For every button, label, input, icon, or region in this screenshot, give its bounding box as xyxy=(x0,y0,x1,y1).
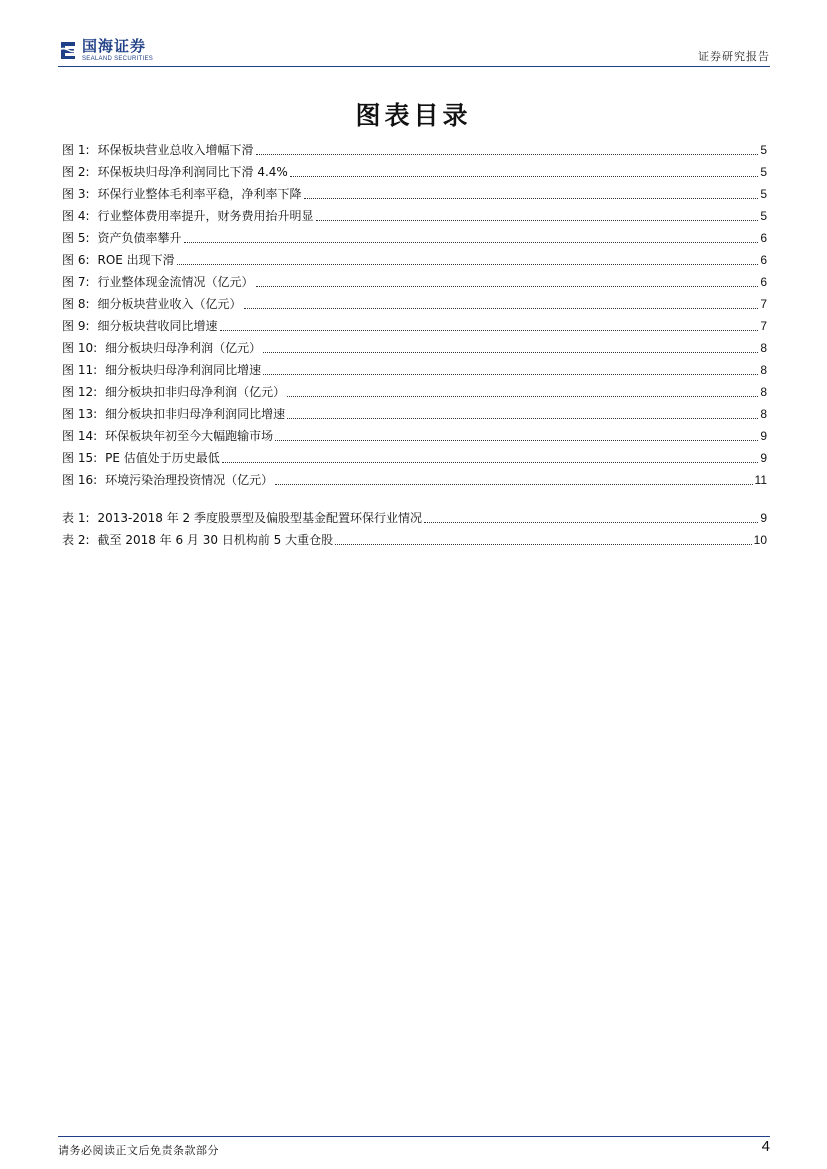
entry-page-number: 8 xyxy=(760,341,767,355)
entry-label: 图 15: xyxy=(62,451,98,465)
toc-entry[interactable] xyxy=(62,139,767,161)
toc-entry[interactable] xyxy=(62,469,767,491)
entry-title: 环保行业整体毛利率平稳，净利率下降 xyxy=(97,187,302,201)
entry-page-number: 8 xyxy=(760,407,767,421)
entry-title: 细分板块归母净利润同比增速 xyxy=(105,363,262,377)
entry-label: 图 9: xyxy=(62,319,90,333)
entry-title: 2013-2018 年 2 季度股票型及偏股型基金配置环保行业情况 xyxy=(97,511,422,525)
toc-entry[interactable] xyxy=(62,529,767,551)
entry-label: 图 3: xyxy=(62,187,90,201)
dot-leader xyxy=(275,439,758,441)
entry-page-number: 9 xyxy=(760,429,767,443)
toc-entry[interactable] xyxy=(62,447,767,469)
entry-title: 环境污染治理投资情况（亿元） xyxy=(105,473,274,487)
entry-title: 环保板块年初至今大幅跑输市场 xyxy=(105,429,274,443)
dot-leader xyxy=(304,197,759,199)
entry-page-number: 9 xyxy=(760,511,767,525)
entry-page-number: 6 xyxy=(760,231,767,245)
entry-title: 细分板块扣非归母净利润同比增速 xyxy=(105,407,286,421)
brand-name-en: SEALAND SECURITIES xyxy=(82,55,154,62)
dot-leader xyxy=(184,241,759,243)
entry-title: 行业整体现金流情况（亿元） xyxy=(97,275,254,289)
page-footer xyxy=(58,1140,770,1160)
entry-page-number: 5 xyxy=(760,143,767,157)
toc-entry[interactable] xyxy=(62,161,767,183)
entry-label: 表 1: xyxy=(62,511,90,525)
entry-title: ROE 出现下滑 xyxy=(97,253,175,267)
entry-page-number: 9 xyxy=(760,451,767,465)
entry-label: 图 10: xyxy=(62,341,98,355)
header-divider xyxy=(58,66,770,67)
dot-leader xyxy=(222,461,759,463)
entry-page-number: 7 xyxy=(760,297,767,311)
entry-label: 图 14: xyxy=(62,429,98,443)
entry-title: PE 估值处于历史最低 xyxy=(105,451,220,465)
toc-entry[interactable] xyxy=(62,337,767,359)
toc-entry[interactable] xyxy=(62,183,767,205)
dot-leader xyxy=(275,483,752,485)
entry-title: 截至 2018 年 6 月 30 日机构前 5 大重仓股 xyxy=(97,533,334,547)
brand-logo xyxy=(58,36,153,64)
entry-title: 细分板块营业收入（亿元） xyxy=(97,297,242,311)
toc-entry[interactable] xyxy=(62,227,767,249)
entry-page-number: 11 xyxy=(754,473,767,487)
toc-entry[interactable] xyxy=(62,249,767,271)
entry-page-number: 6 xyxy=(760,275,767,289)
dot-leader xyxy=(316,219,759,221)
page-header xyxy=(58,36,770,70)
footer-disclaimer: 请务必阅读正文后免责条款部分 xyxy=(58,1144,219,1157)
page-title: 图表目录 xyxy=(355,101,472,130)
entry-label: 图 2: xyxy=(62,165,90,179)
entry-title: 环保板块归母净利润同比下滑 4.4% xyxy=(97,165,288,179)
figure-list xyxy=(62,139,767,491)
entry-title: 细分板块营收同比增速 xyxy=(97,319,218,333)
entry-page-number: 5 xyxy=(760,187,767,201)
toc-entry[interactable] xyxy=(62,205,767,227)
toc-entry[interactable] xyxy=(62,359,767,381)
entry-title: 细分板块归母净利润（亿元） xyxy=(105,341,262,355)
toc-entry[interactable] xyxy=(62,381,767,403)
toc-entry[interactable] xyxy=(62,293,767,315)
page-number: 4 xyxy=(761,1138,770,1155)
entry-title: 行业整体费用率提升，财务费用抬升明显 xyxy=(97,209,314,223)
entry-title: 细分板块扣非归母净利润（亿元） xyxy=(105,385,286,399)
entry-label: 图 7: xyxy=(62,275,90,289)
dot-leader xyxy=(220,329,759,331)
toc-entry[interactable] xyxy=(62,507,767,529)
entry-page-number: 8 xyxy=(760,385,767,399)
entry-page-number: 10 xyxy=(753,533,767,547)
dot-leader xyxy=(177,263,759,265)
toc-entry[interactable] xyxy=(62,425,767,447)
dot-leader xyxy=(424,521,758,523)
dot-leader xyxy=(335,543,752,545)
entry-label: 图 8: xyxy=(62,297,90,311)
entry-label: 图 12: xyxy=(62,385,98,399)
entry-title: 资产负债率攀升 xyxy=(97,231,182,245)
entry-page-number: 5 xyxy=(760,209,767,223)
dot-leader xyxy=(256,285,759,287)
entry-page-number: 6 xyxy=(760,253,767,267)
toc-entry[interactable] xyxy=(62,403,767,425)
dot-leader xyxy=(290,175,759,177)
brand-name-cn: 国海证券 xyxy=(82,36,147,55)
entry-page-number: 7 xyxy=(760,319,767,333)
dot-leader xyxy=(263,351,758,353)
dot-leader xyxy=(256,153,759,155)
toc-entry[interactable] xyxy=(62,271,767,293)
dot-leader xyxy=(244,307,759,309)
entry-label: 图 13: xyxy=(62,407,98,421)
entry-label: 表 2: xyxy=(62,533,90,547)
toc-entry[interactable] xyxy=(62,315,767,337)
entry-page-number: 5 xyxy=(760,165,767,179)
entry-label: 图 5: xyxy=(62,231,90,245)
entry-label: 图 11: xyxy=(62,363,98,377)
entry-title: 环保板块营业总收入增幅下滑 xyxy=(97,143,254,157)
entry-label: 图 1: xyxy=(62,143,90,157)
footer-divider xyxy=(58,1136,770,1137)
report-type: 证券研究报告 xyxy=(698,50,770,63)
dot-leader xyxy=(287,417,758,419)
entry-label: 图 16: xyxy=(62,473,98,487)
sealand-logo-icon xyxy=(58,39,78,61)
entry-label: 图 4: xyxy=(62,209,90,223)
entry-page-number: 8 xyxy=(760,363,767,377)
entry-label: 图 6: xyxy=(62,253,90,267)
table-list xyxy=(62,507,767,551)
dot-leader xyxy=(287,395,758,397)
dot-leader xyxy=(263,373,758,375)
